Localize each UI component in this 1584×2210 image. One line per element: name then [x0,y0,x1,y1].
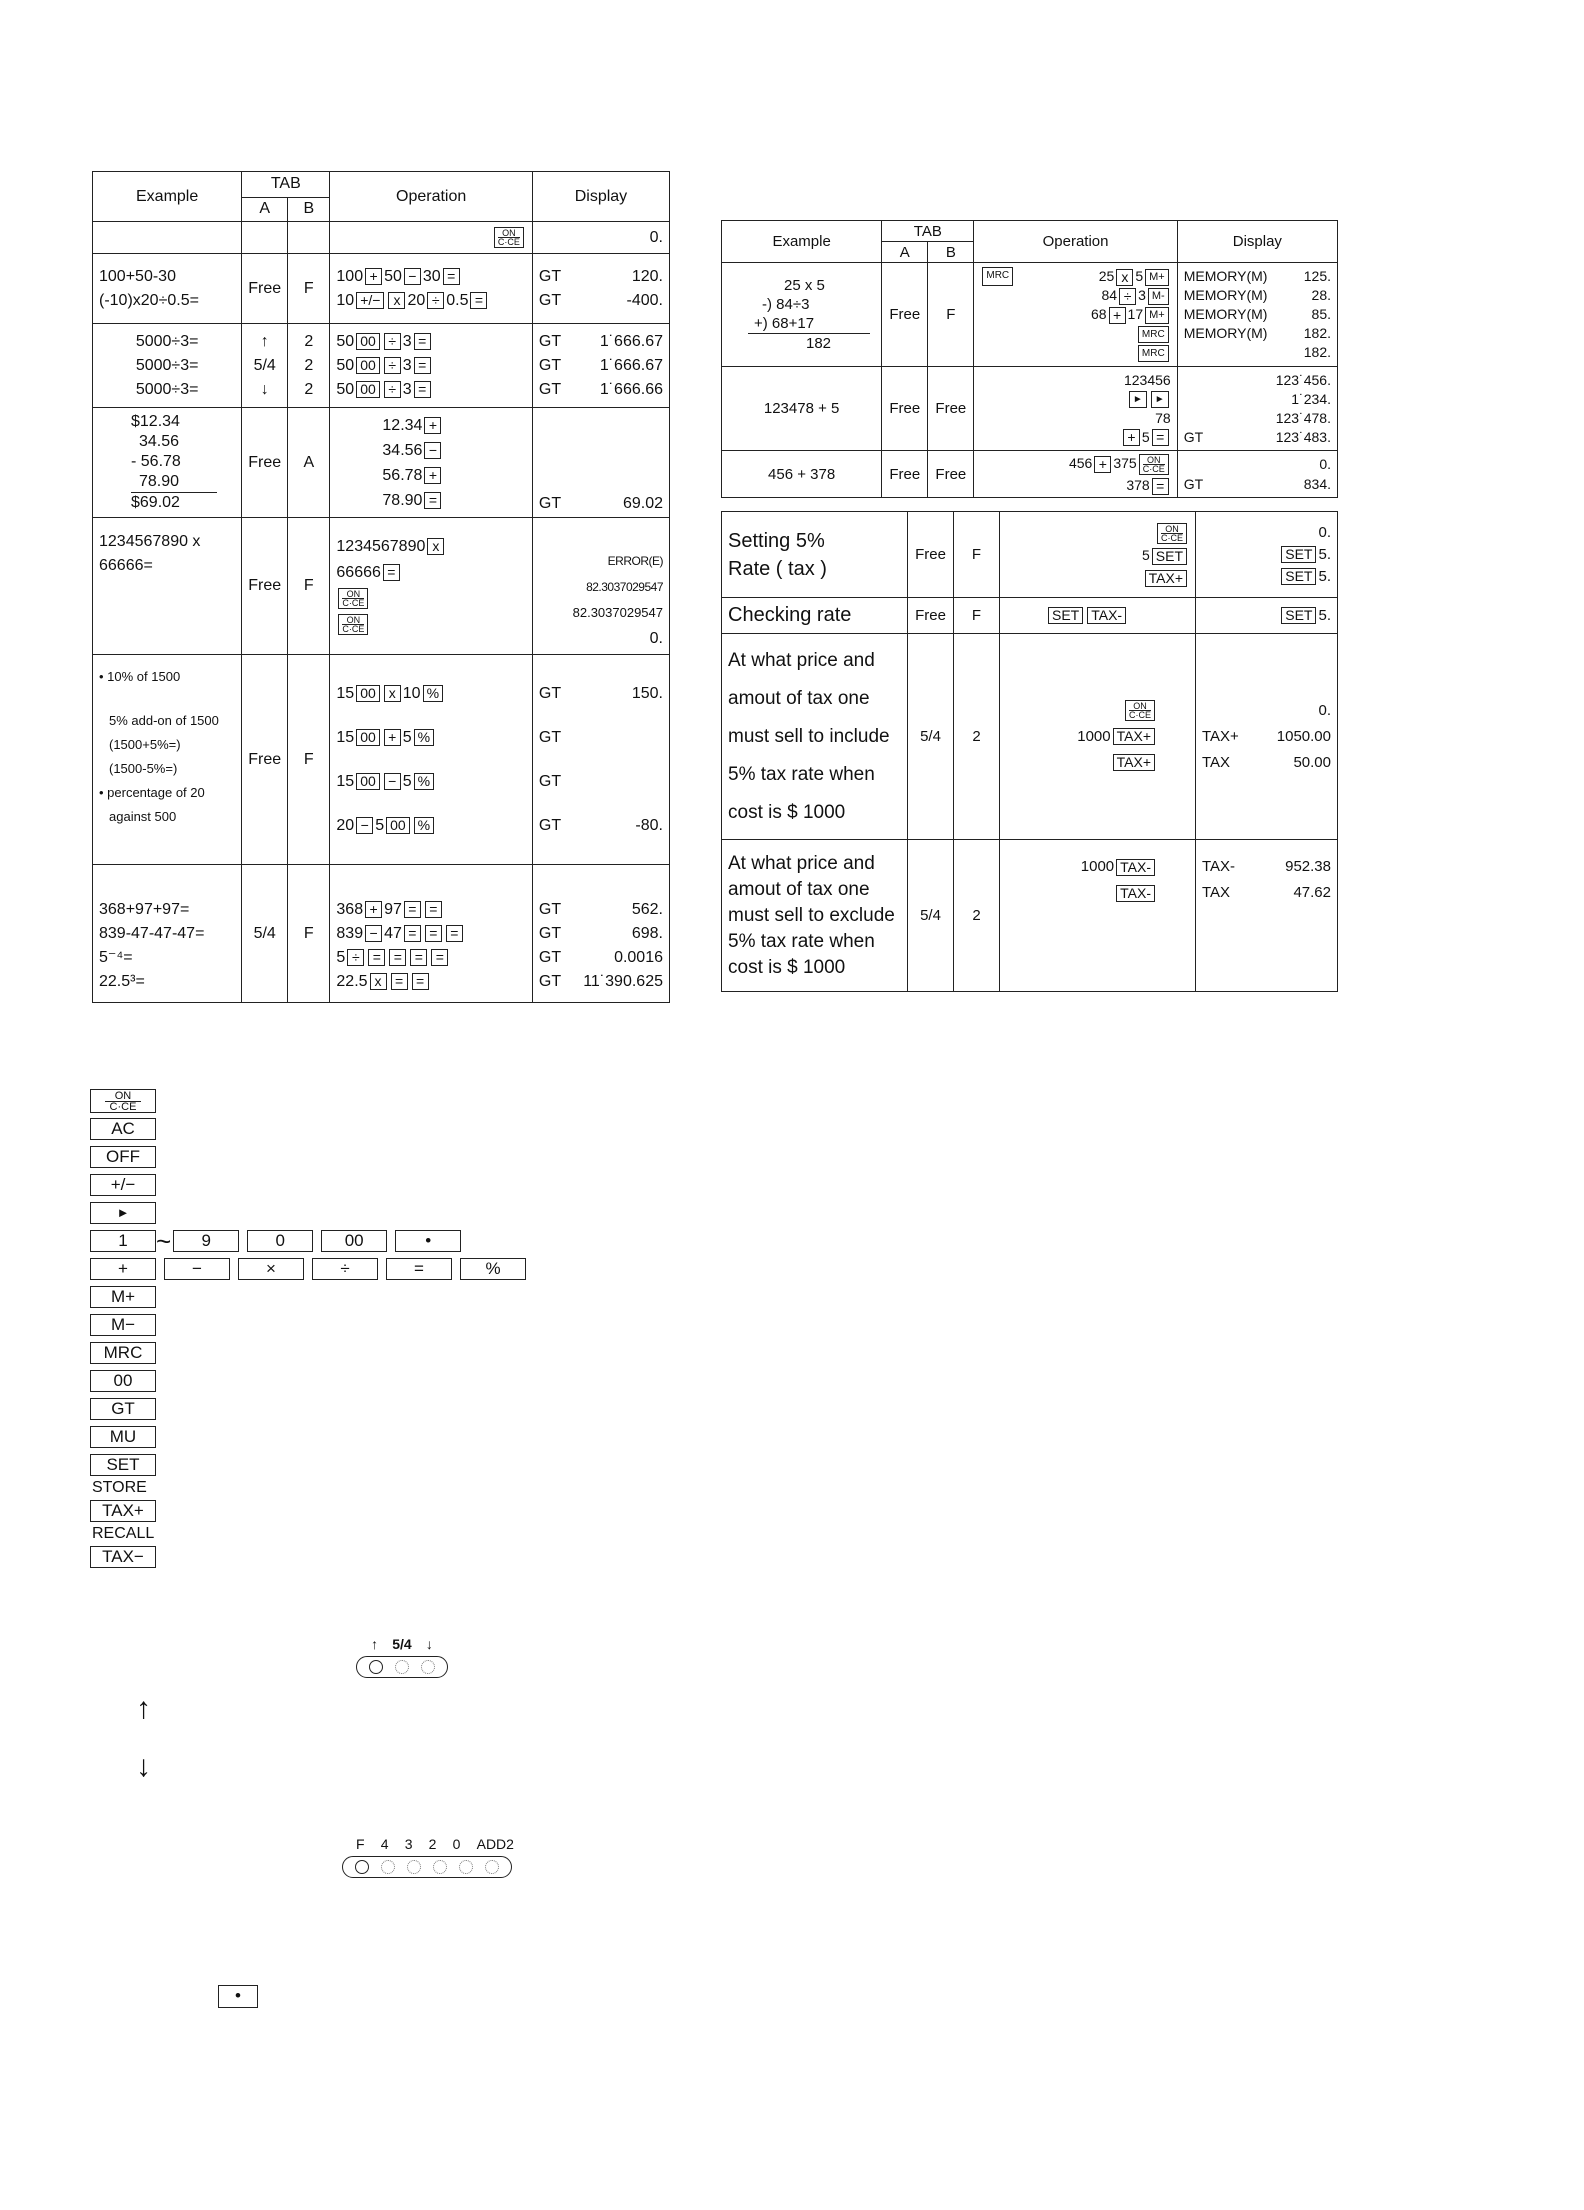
on-cce-key: ON C·CE [90,1089,156,1113]
key-legend [90,1087,550,1571]
key: ÷ [427,292,444,309]
switch-position [459,1860,473,1874]
display-cell: 0. TAX+ 1050.00 TAX 50.00 [1196,634,1338,840]
memory-minus-key: M− [90,1314,156,1336]
round-up-icon: ↑ [371,1636,379,1652]
switch-position [407,1860,421,1874]
tax-examples-table [721,511,1338,992]
on-cce-key: $\frac{ON}{C\cdot CE}$ [338,588,368,609]
table-row: $12.34 34.56 - 56.78 78.90 $69.02 Free A 12.34 + 34.56 − 56.78 + 78.90 = GT 69.02 [93,408,670,518]
display-cell: ERROR(E) 82.3037029547 82.3037029547 0. [532,518,669,655]
table-row: • 10% of 1500 5% add-on of 1500 (1500+5%=) (1500-5%=) • percentage of 20 against 500 Free F 15 00 x 10 % 15 00 + 5 % 15 00 − 5 % 20 − 5 00 % GT 150. GT GT GT -80. [93,655,670,865]
double-zero-key: 00 [321,1230,387,1252]
display-cell: 123˙456. 1˙234. 123˙478. GT 123˙483. [1177,367,1337,451]
display-cell: GT 562. GT 698. GT 0.0016 GT 11˙390.625 [532,865,669,1003]
example-text: 5000÷3= [135,332,199,350]
digit-key: 9 [173,1230,239,1252]
display-cell: GT 69.02 [532,408,669,518]
operation-cell: 50 00 ÷ 3 = 50 00 ÷ 3 = 50 00 ÷ 3 = [330,324,533,408]
rounding-up-icon: ↑ [260,332,269,350]
plus-key: + [90,1258,156,1280]
header-example: Example [93,172,242,222]
key: + [365,268,382,285]
tilde-icon: ~ [156,1225,172,1256]
round-down-icon: ↓ [425,1636,433,1652]
store-label: STORE [92,1479,147,1496]
tab-b-value: F [288,254,330,324]
switch-position [433,1860,447,1874]
example-text: (-10)x20÷0.5= [99,291,199,309]
operation-cell: $\frac{ON}{C\cdot CE}$ 1000 TAX+ TAX+ [1000,634,1196,840]
rounding-down-icon: ↓ [260,380,269,398]
equals-key: = [386,1258,452,1280]
sign-change-key: +/− [90,1174,156,1196]
digit-key: 1 [90,1230,156,1252]
table-row: 123478 + 5 Free Free 123456 ► ► 78 + 5 = 123˙456. 1˙234. 123˙478. GT 123˙483. [722,367,1338,451]
header-tab-a: A [242,197,288,222]
operation-cell: 368 + 97 = = 839 − 47 = = = 5 ÷ = = = = 22.5 x = = [330,865,533,1003]
example-text: 5000÷3= [135,356,199,374]
switch-position-selected [355,1860,369,1874]
key: = [443,268,460,285]
display-cell: 0. SET 5. SET 5. [1196,512,1338,598]
decimal-point-key: • [218,1985,258,2008]
set-key: SET [90,1454,156,1476]
examples-table-left [92,171,670,1003]
markup-key: MU [90,1426,156,1448]
display-cell: GT 1˙666.67 GT 1˙666.67 GT 1˙666.66 [532,324,669,408]
key: +/− [356,292,384,309]
percent-key: % [460,1258,526,1280]
double-zero-key: 00 [90,1370,156,1392]
header-tab-b: B [288,197,330,222]
key: − [404,268,421,285]
header-operation: Operation [330,172,533,222]
switch-position-selected [369,1660,383,1674]
up-arrow-icon: ↑ [136,1692,151,1725]
display-value: 0. [532,222,669,254]
off-key: OFF [90,1146,156,1168]
table-row: 25 x 5 -) 84÷3 +) 68+17 182 Free F MRC 25 x 5 M+ 84 ÷ 3 M- 68 + 17 M+ MRC MRC MEMORY(M) 125. MEMORY(M) 28. MEMORY(M) 85. MEMORY(M) 182. 182. [722,263,1338,367]
on-cce-key: $\frac{ON}{C\cdot CE}$ [1157,523,1187,544]
table-row: 1234567890 x 66666= Free F 1234567890 x 66666 = $\frac{ON}{C\cdot CE}$ $\frac{ON}{C\cdot CE}$ ERROR(E) 82.3037029547 82.3037029547 0. [93,518,670,655]
grand-total-key: GT [90,1398,156,1420]
header-tab: TAB [882,221,974,242]
example-text: 5000÷3= [135,380,199,398]
switch-position [485,1860,499,1874]
operation-cell: 456 + 375 $\frac{ON}{C\cdot CE}$ 378 = [974,451,1177,498]
on-cce-key: $\frac{ON}{C\cdot CE}$ [1139,454,1169,475]
memory-plus-key: M+ [90,1286,156,1308]
table-row: At what price and amout of tax one must sell to exclude 5% tax rate when cost is $ 1000 5/4 2 1000 TAX- TAX- TAX- 952.38 TAX 47.62 [722,840,1338,992]
on-cce-key: $\frac{ON}{C\cdot CE}$ [338,614,368,635]
display-cell: TAX- 952.38 TAX 47.62 [1196,840,1338,992]
key: = [470,292,487,309]
rounding-switch: ↑ 5/4 ↓ [356,1636,448,1678]
memory-recall-clear-key: MRC [90,1342,156,1364]
header-operation: Operation [974,221,1177,263]
memory-examples-table [721,220,1338,498]
table-row: Checking rate Free F SET TAX- SET 5. [722,598,1338,634]
multiply-key: × [238,1258,304,1280]
table-row: Setting 5% Rate ( tax ) Free F $\frac{ON}{C\cdot CE}$ 5 SET TAX+ 0. SET 5. SET 5. [722,512,1338,598]
operation-cell: SET TAX- [1000,598,1196,634]
tax-plus-key: TAX+ [90,1500,156,1522]
recall-label: RECALL [92,1525,155,1542]
on-cce-key: $\frac{ON}{C\cdot CE}$ [494,227,524,248]
display-cell: SET 5. [1196,598,1338,634]
switch-position [381,1860,395,1874]
tab-a-value: Free [242,254,288,324]
header-display: Display [1177,221,1337,263]
down-arrow-icon: ↓ [136,1750,151,1783]
example-text: 100+50-30 [99,267,176,285]
operation-cell: 1234567890 x 66666 = $\frac{ON}{C\cdot CE}$ $\frac{ON}{C\cdot CE}$ [330,518,533,655]
on-cce-key: $\frac{ON}{C\cdot CE}$ [1125,700,1155,721]
display-cell: GT 150. GT GT GT -80. [532,655,669,865]
table-row [93,254,670,324]
display-cell: GT 120. GT -400. [532,254,669,324]
switch-position [395,1660,409,1674]
operation-cell: 15 00 x 10 % 15 00 + 5 % 15 00 − 5 % 20 − 5 00 % [330,655,533,865]
operation-cell: MRC 25 x 5 M+ 84 ÷ 3 M- 68 + 17 M+ MRC MRC [974,263,1177,367]
right-shift-key: ► [90,1202,156,1224]
operation-cell: 1000 TAX- TAX- [1000,840,1196,992]
minus-key: − [164,1258,230,1280]
decimal-key: • [395,1230,461,1252]
divide-key: ÷ [312,1258,378,1280]
digit-key: 0 [247,1230,313,1252]
table-row: At what price and amout of tax one must sell to include 5% tax rate when cost is $ 1000 5/4 2 $\frac{ON}{C\cdot CE}$ 1000 TAX+ TAX+ 0. TAX+ 1050.00 TAX 50.00 [722,634,1338,840]
operation-cell: 12.34 + 34.56 − 56.78 + 78.90 = [330,408,533,518]
header-tab: TAB [242,172,330,198]
switch-position [421,1660,435,1674]
header-tab-b: B [928,242,974,263]
table-row: 5000÷3= 5000÷3= 5000÷3= ↑ 5/4 ↓ 2 2 2 50 00 ÷ 3 = 50 00 ÷ 3 = 50 00 ÷ 3 = GT 1˙666.67 GT 1˙666.67 GT 1˙666.66 [93,324,670,408]
ac-key: AC [90,1118,156,1140]
tax-minus-key: TAX− [90,1546,156,1568]
header-example: Example [722,221,882,263]
operation-cell: 100 + 50 − 30 = 10 +/− x 20 ÷ 0.5 = [330,254,533,324]
header-display: Display [532,172,669,222]
table-row: 456 + 378 Free Free 456 + 375 $\frac{ON}{C\cdot CE}$ 378 = 0. GT 834. [722,451,1338,498]
operation-cell: 123456 ► ► 78 + 5 = [974,367,1177,451]
decimal-switch: F 4 3 2 0 ADD2 [342,1836,518,1878]
key: x [388,292,405,309]
display-cell: 0. GT 834. [1177,451,1337,498]
table-row: 368+97+97= 839-47-47-47= 5⁻⁴= 22.5³= 5/4 F 368 + 97 = = 839 − 47 = = = 5 ÷ = = = = 22.5 x = = GT 562. GT 698. GT 0.0016 GT 11˙390.625 [93,865,670,1003]
display-cell: MEMORY(M) 125. MEMORY(M) 28. MEMORY(M) 85. MEMORY(M) 182. 182. [1177,263,1337,367]
header-tab-a: A [882,242,928,263]
table-row [93,222,670,254]
operation-cell: $\frac{ON}{C\cdot CE}$ 5 SET TAX+ [1000,512,1196,598]
